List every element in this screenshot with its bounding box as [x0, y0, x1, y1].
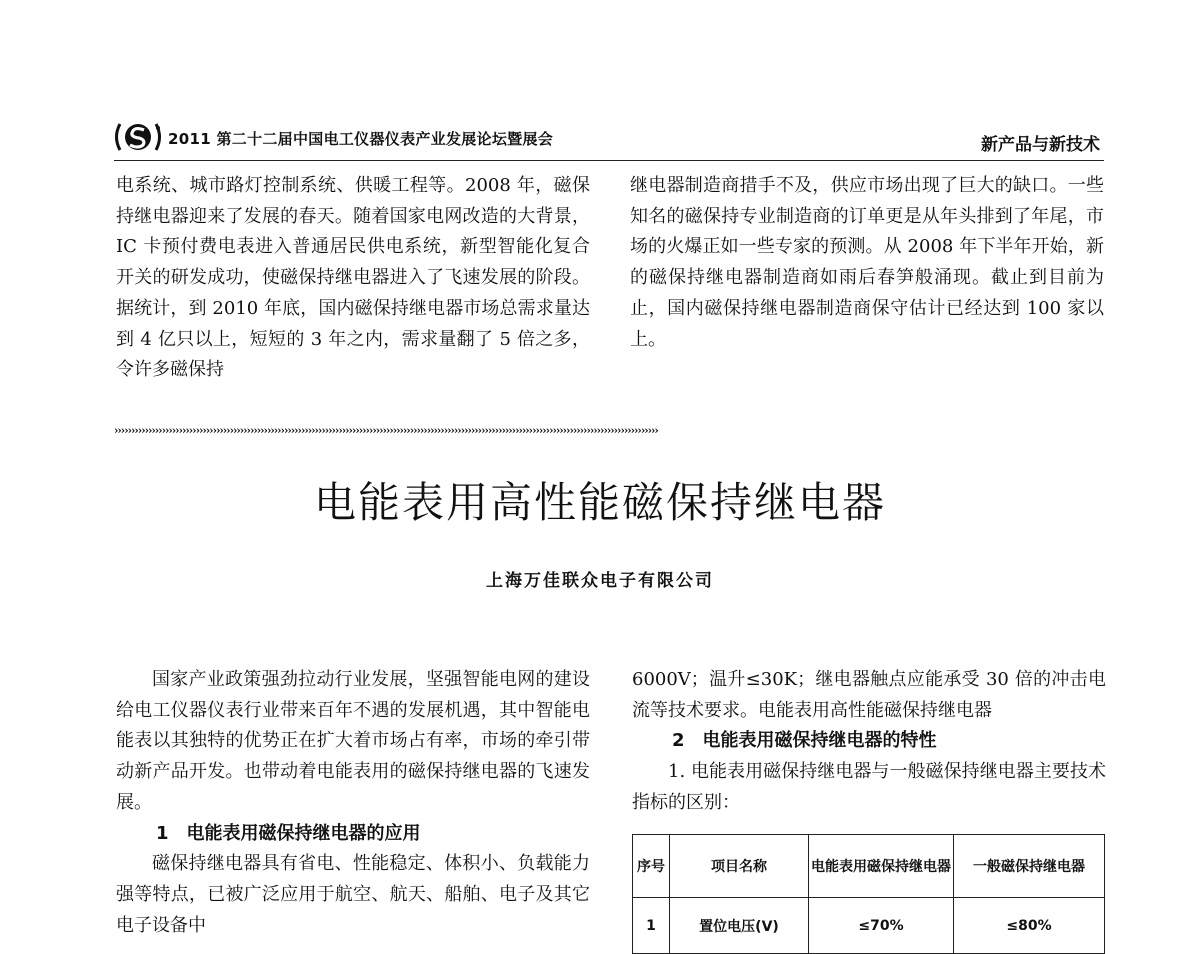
section-heading-1: 1 电能表用磁保持继电器的应用	[156, 822, 421, 844]
paragraph-2: 1. 电能表用磁保持继电器与一般磁保持继电器主要技术指标的区别：	[632, 761, 1106, 813]
section-name: 新产品与新技术	[981, 135, 1100, 155]
table-row	[633, 898, 1105, 954]
article-column-2	[632, 665, 1106, 819]
article-separator: ››››››››››››››››››››››››››››››››››››››››››››››››››››››››››››››››››››››››››››››››››››››››››››››››››››››››››››››››››››››››››››››››››››››››››››››››››››››››››››››››	[114, 424, 658, 437]
header-cell-general-relay: 一般磁保持继电器	[954, 835, 1105, 898]
article-author: 上海万佳联众电子有限公司	[486, 571, 714, 591]
spec-comparison-table	[632, 834, 1105, 954]
prev-article-text-1: 电系统、城市路灯控制系统、供暖工程等。2008 年，磁保持继电器迎来了发展的春天。随着国家电网改造的大背景，IC 卡预付费电表进入普通居民供电系统，新型智能化复合开关的研发成功，使磁保持继电器进入了飞速发展的阶段。据统计，到 2010 年底，国内磁保持继电器市场总需求量达到 4 亿只以上，短短的 3 年之内，需求量翻了 5 倍之多，令许多磁保持	[116, 175, 590, 381]
paragraph-1: 磁保持继电器具有省电、性能稳定、体积小、负载能力强等特点，已被广泛应用于航空、航天、船舶、电子及其它电子设备中	[116, 853, 590, 936]
section-heading-2: 2 电能表用磁保持继电器的特性	[672, 730, 937, 752]
intro-paragraph: 国家产业政策强劲拉动行业发展，坚强智能电网的建设给电工仪器仪表行业带来百年不遇的发展机遇，其中智能电能表以其独特的优势正在扩大着市场占有率，市场的牵引带动新产品开发。也带动着电能表用的磁保持继电器的飞速发展。	[116, 669, 590, 813]
table-cell: 置位电压(V)	[670, 898, 809, 954]
article-title: 电能表用高性能磁保持继电器	[313, 478, 886, 527]
prev-article-column-1	[116, 171, 590, 386]
table-header-row	[633, 835, 1105, 898]
header-cell-index: 序号	[633, 835, 670, 898]
header-rule	[114, 160, 1104, 161]
table-cell: ≤80%	[954, 898, 1105, 954]
header-cell-item: 项目名称	[670, 835, 809, 898]
article-column-1	[116, 665, 590, 941]
conference-logo	[114, 120, 162, 154]
prev-article-text-2: 继电器制造商措手不及，供应市场出现了巨大的缺口。一些知名的磁保持专业制造商的订单更是从年头排到了年尾，市场的火爆正如一些专家的预测。从 2008 年下半年开始，新的磁保持继电器制造商如雨后春笋般涌现。截止到目前为止，国内磁保持继电器制造商保守估计已经达到 100 家以上。	[630, 175, 1104, 350]
table-cell: 1	[633, 898, 670, 954]
conference-name: 2011 第二十二届中国电工仪器仪表产业发展论坛暨展会	[168, 130, 554, 148]
column-2-text: 6000V；温升≤30K；继电器触点应能承受 30 倍的冲击电流等技术要求。电能表用高性能磁保持继电器	[632, 669, 1106, 721]
header-cell-meter-relay: 电能表用磁保持继电器	[809, 835, 954, 898]
table-cell: ≤70%	[809, 898, 954, 954]
prev-article-column-2	[630, 171, 1104, 355]
